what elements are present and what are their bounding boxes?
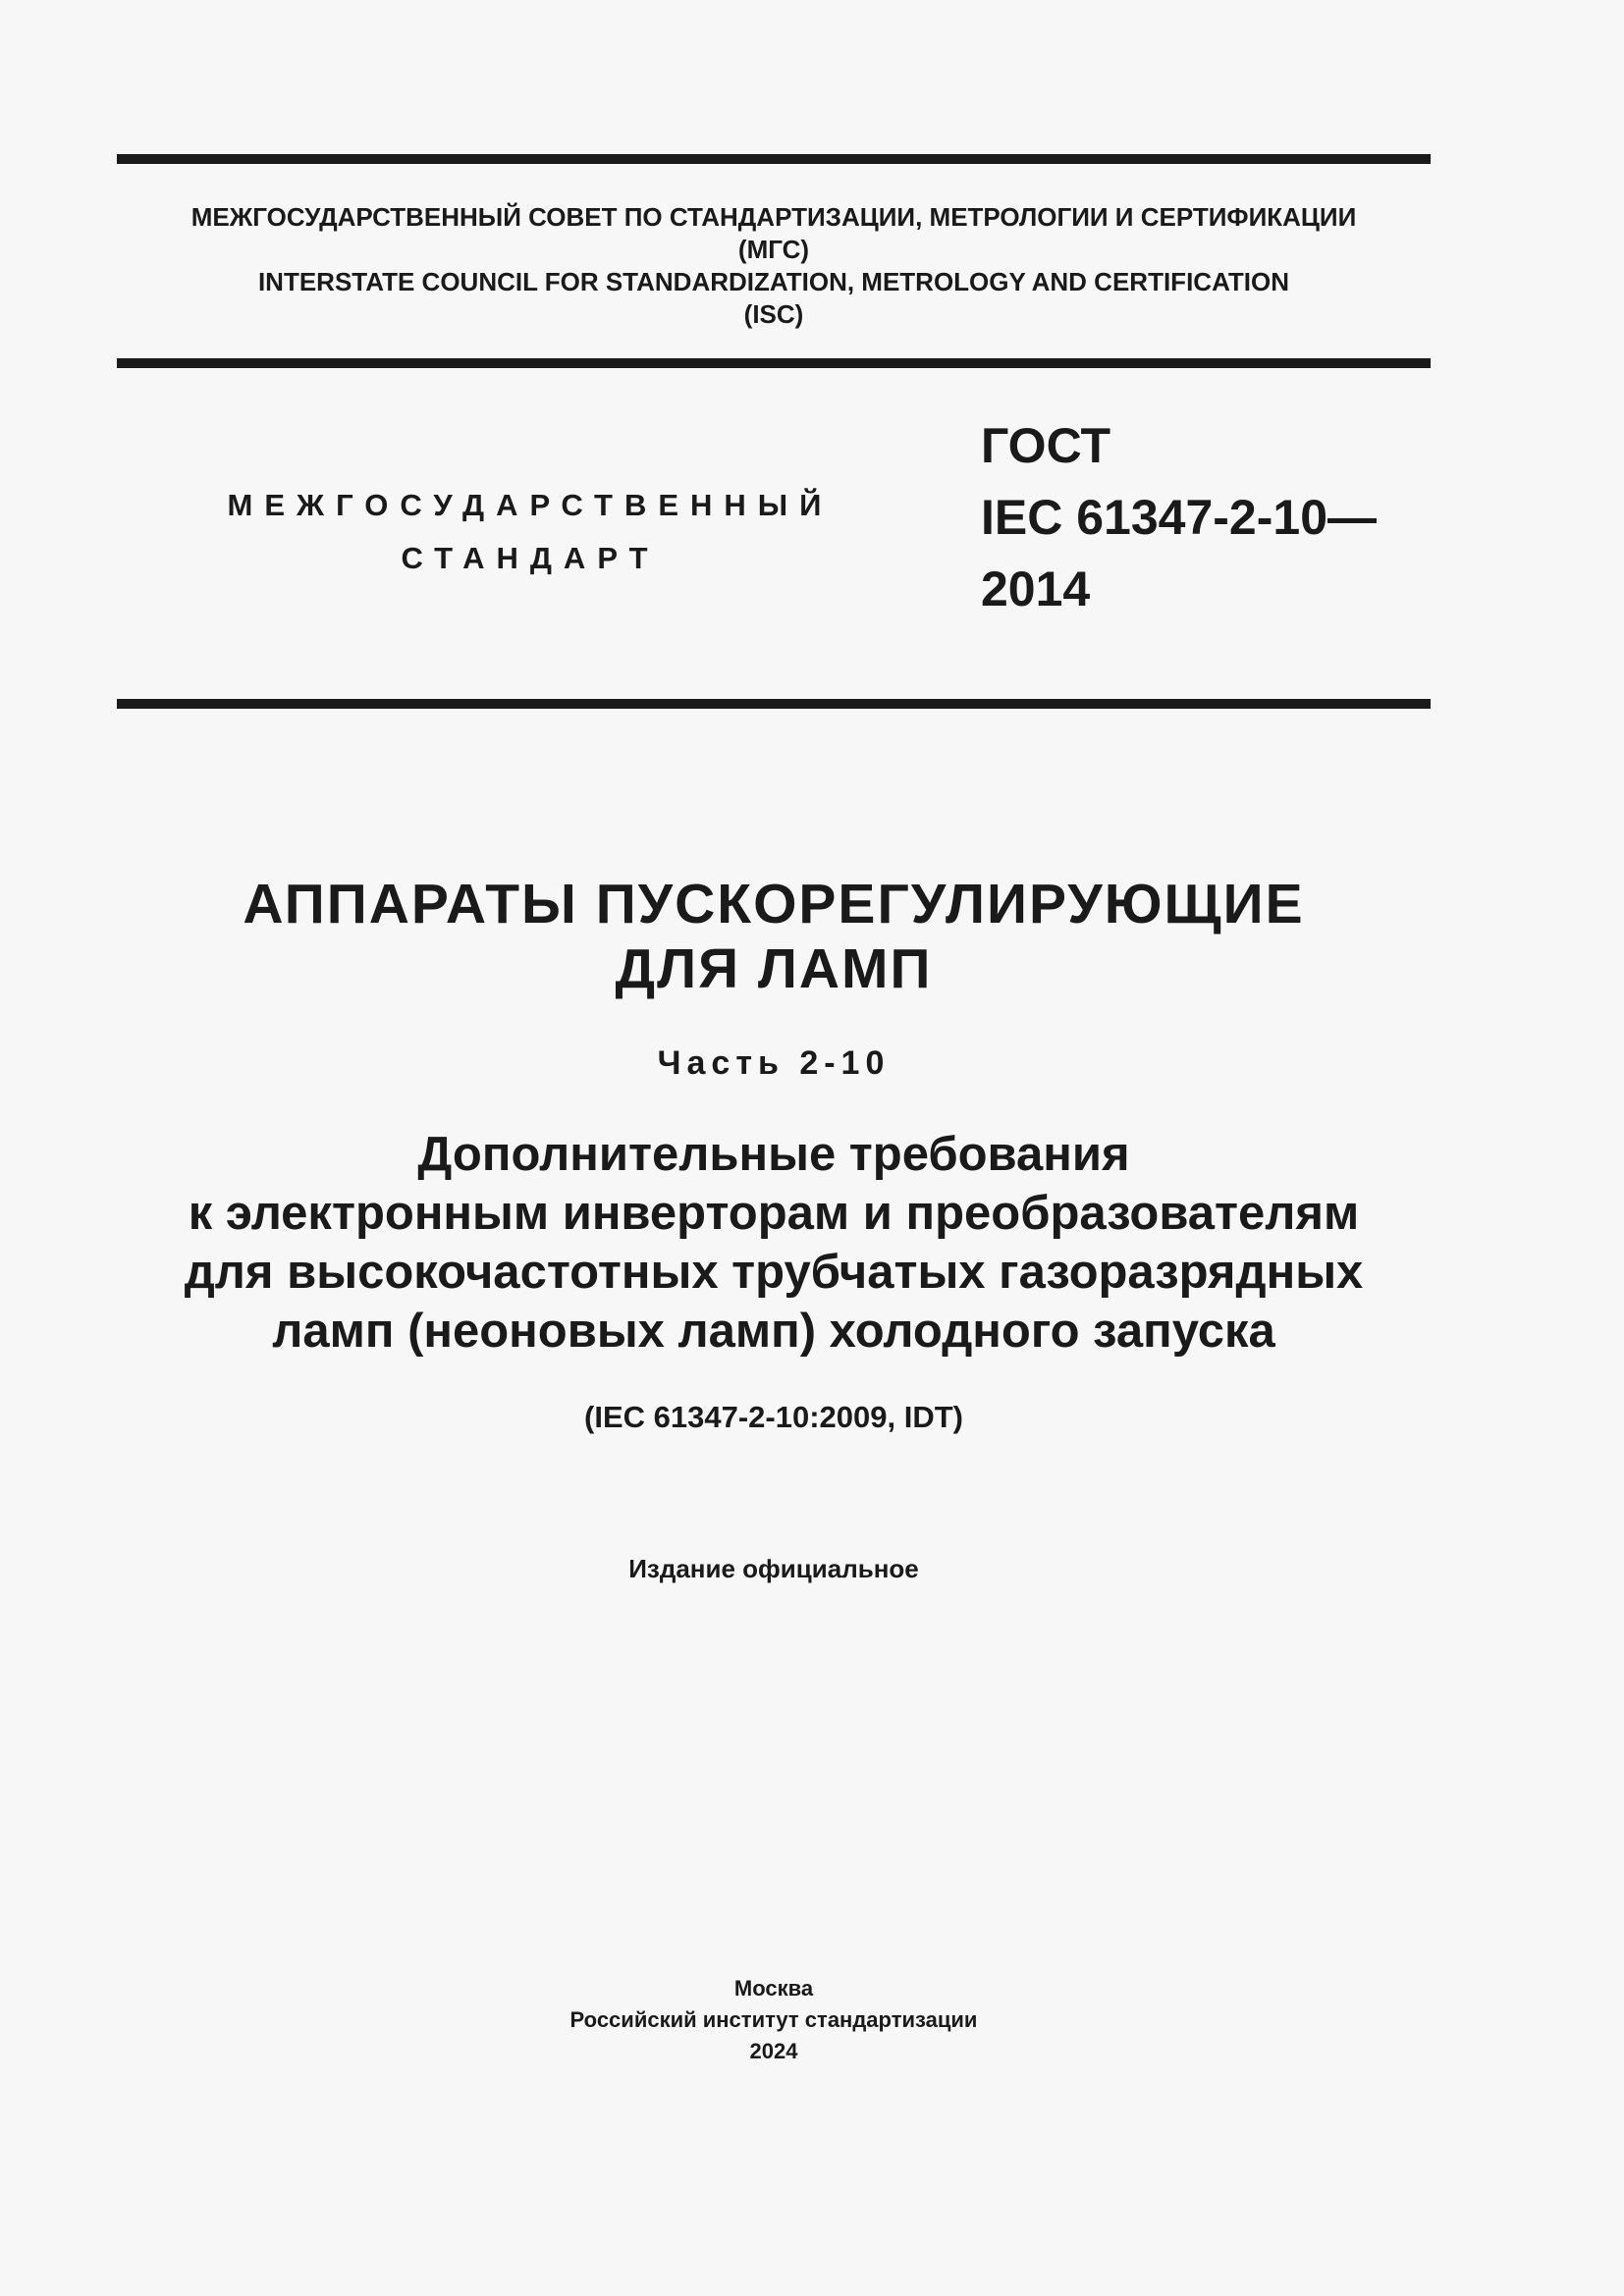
imprint xyxy=(117,1973,1431,2067)
standard-designation xyxy=(981,410,1377,625)
subtitle-line1: Дополнительные требования xyxy=(417,1128,1130,1181)
designation-divider xyxy=(117,699,1431,709)
edition-note: Издание официальное xyxy=(628,1554,919,1583)
imprint-city: Москва xyxy=(733,1976,814,2001)
standard-kind xyxy=(177,479,884,585)
iec-reference: (IEC 61347-2-10:2009, IDT) xyxy=(584,1400,963,1434)
designation-gost: ГОСТ xyxy=(981,418,1110,473)
subtitle-line4: ламп (неоновых ламп) холодного запуска xyxy=(272,1305,1275,1358)
council-header xyxy=(117,201,1431,331)
header-divider xyxy=(117,358,1431,368)
title-line2: ДЛЯ ЛАМП xyxy=(615,937,933,1000)
title-line1: АППАРАТЫ ПУСКОРЕГУЛИРУЮЩИЕ xyxy=(243,873,1305,935)
standard-kind-line2: СТАНДАРТ xyxy=(401,541,660,575)
designation-number: IEC 61347-2-10— xyxy=(981,490,1378,545)
top-rule xyxy=(117,154,1431,164)
document-title xyxy=(117,872,1431,1001)
standard-kind-line1: МЕЖГОСУДАРСТВЕННЫЙ xyxy=(227,488,834,522)
subtitle-line3: для высокочастотных трубчатых газоразрядных xyxy=(184,1246,1364,1299)
imprint-year: 2024 xyxy=(749,2039,798,2063)
part-number: Часть 2-10 xyxy=(657,1044,891,1082)
document-subtitle xyxy=(117,1125,1431,1361)
council-abbr-ru: (МГС) xyxy=(737,235,810,264)
imprint-publisher: Российский институт стандартизации xyxy=(569,2007,978,2032)
council-name-ru: МЕЖГОСУДАРСТВЕННЫЙ СОВЕТ ПО СТАНДАРТИЗАЦИИ, МЕТРОЛОГИИ И СЕРТИФИКАЦИИ xyxy=(190,202,1357,232)
council-name-en: INTERSTATE COUNCIL FOR STANDARDIZATION, METROLOGY AND CERTIFICATION xyxy=(257,267,1290,296)
designation-year: 2014 xyxy=(981,561,1091,616)
council-abbr-en: (ISC) xyxy=(743,299,804,329)
subtitle-line2: к электронным инверторам и преобразователям xyxy=(188,1187,1360,1240)
